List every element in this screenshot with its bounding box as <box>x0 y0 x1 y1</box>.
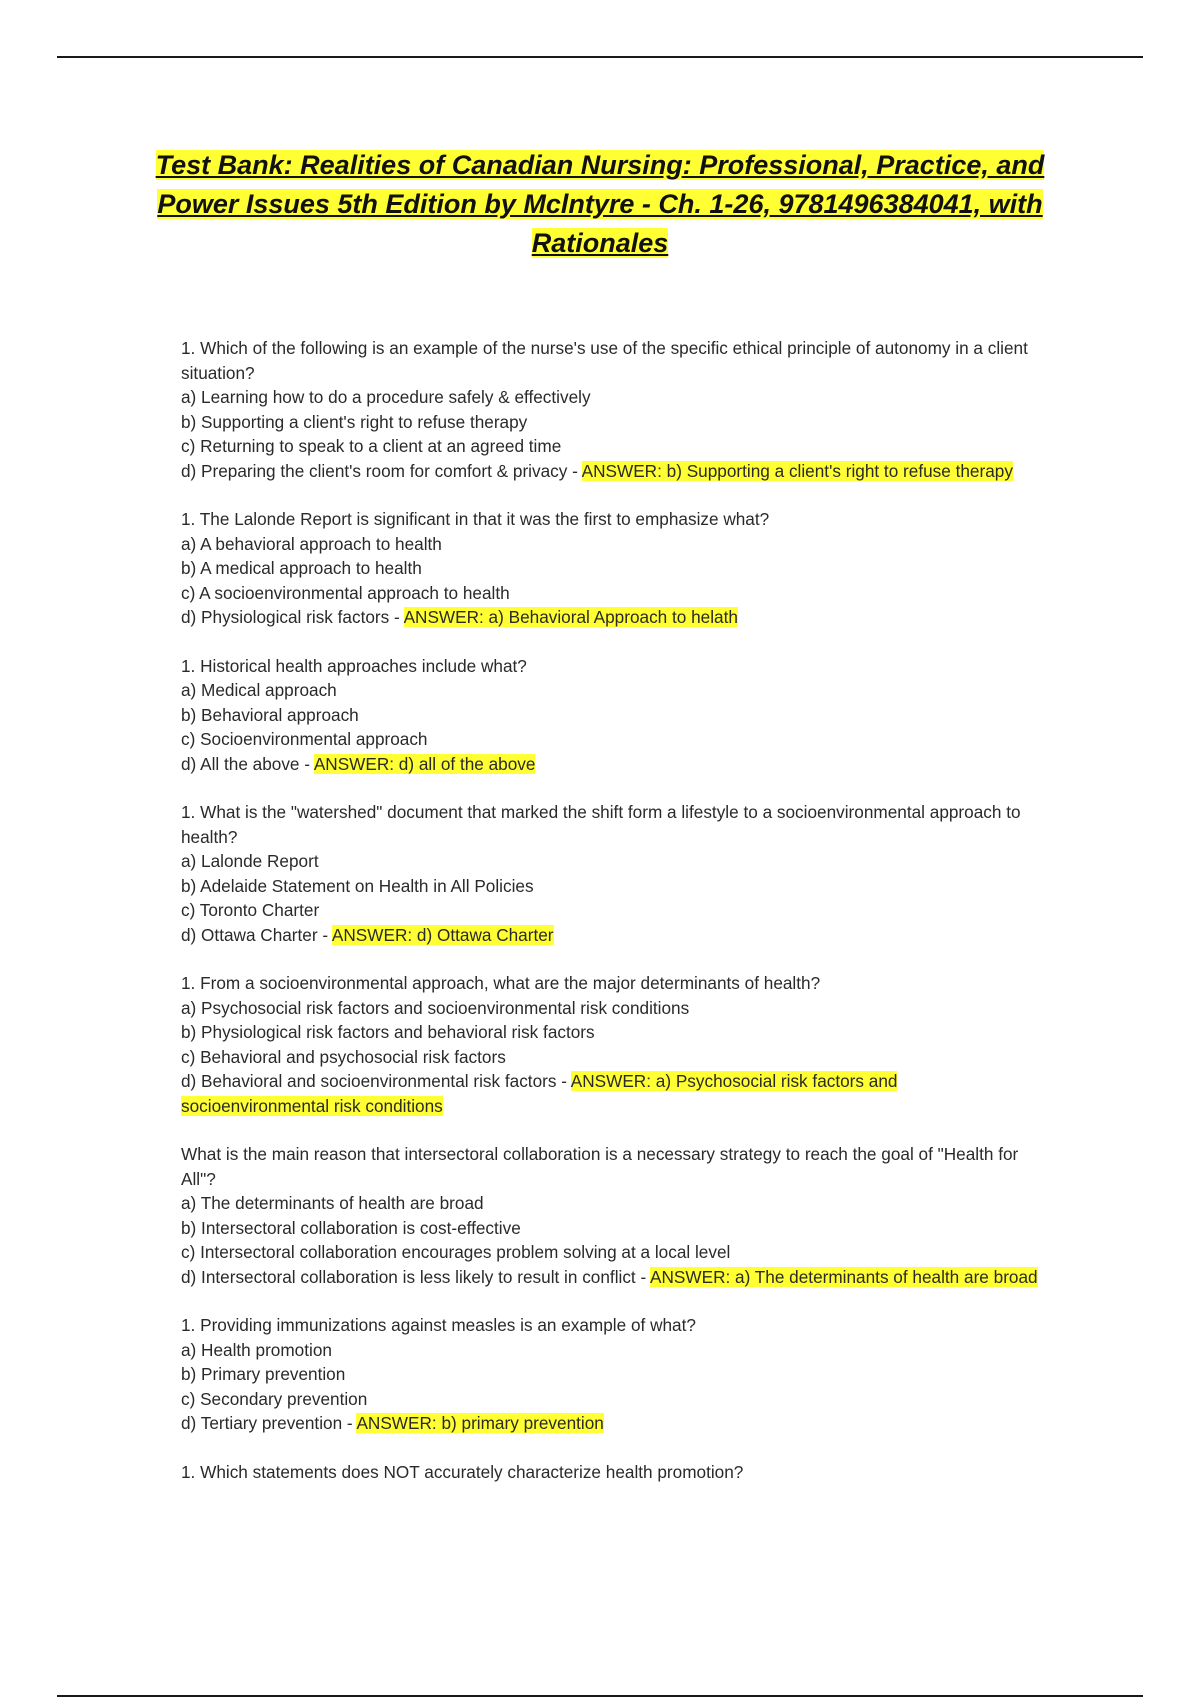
document-title <box>150 146 1050 263</box>
question-stem: 1. Historical health approaches include what? <box>181 655 527 676</box>
option-d: d) All the above <box>181 753 300 774</box>
option-a: a) The determinants of health are broad <box>181 1193 484 1213</box>
option-d-with-answer <box>181 1265 1041 1290</box>
option-d-with-answer <box>181 459 1041 484</box>
answer-separator: - <box>299 753 314 774</box>
question-stem: 1. Which of the following is an example of the nurse's use of the specific ethical principle of autonomy in a client situation? <box>181 338 1028 383</box>
option-a: a) Learning how to do a procedure safely & effectively <box>181 387 591 407</box>
answer-highlight: ANSWER: d) Ottawa Charter <box>331 924 554 945</box>
option-d: d) Physiological risk factors <box>181 607 390 627</box>
option-d-with-answer <box>181 1411 1041 1436</box>
answer-separator: - <box>635 1266 651 1287</box>
question-block <box>181 654 1041 777</box>
bottom-rule <box>57 1695 1143 1697</box>
question-stem: 1. The Lalonde Report is significant in that it was the first to emphasize what? <box>181 509 770 529</box>
option-d-with-answer <box>181 752 1041 777</box>
question-block <box>181 507 1041 630</box>
question-stem: What is the main reason that intersectoral collaboration is a necessary strategy to reach the goal of "Health for All"? <box>181 1144 1019 1189</box>
question-block <box>181 800 1041 947</box>
option-b: b) Supporting a client's right to refuse therapy <box>181 411 528 432</box>
option-b: b) Intersectoral collaboration is cost-effective <box>181 1217 521 1238</box>
option-b: b) Behavioral approach <box>181 704 359 725</box>
option-c: c) Intersectoral collaboration encourages problem solving at a local level <box>181 1242 731 1262</box>
option-b: b) Physiological risk factors and behavioral risk factors <box>181 1022 595 1042</box>
option-c: c) A socioenvironmental approach to health <box>181 582 510 603</box>
option-c: c) Returning to speak to a client at an agreed time <box>181 436 562 456</box>
top-rule <box>57 56 1143 58</box>
option-a: a) Psychosocial risk factors and socioenvironmental risk conditions <box>181 997 690 1018</box>
question-stem: 1. What is the "watershed" document that marked the shift form a lifestyle to a socioenvironmental approach to health? <box>181 802 1021 847</box>
option-b: b) Primary prevention <box>181 1364 346 1384</box>
option-d: d) Preparing the client's room for comfort & privacy <box>181 460 568 481</box>
question-block <box>181 1460 1041 1485</box>
option-a: a) Lalonde Report <box>181 851 319 871</box>
answer-highlight: ANSWER: b) primary prevention <box>356 1413 604 1433</box>
answer-highlight: ANSWER: b) Supporting a client's right to refuse therapy <box>581 460 1013 481</box>
option-d: d) Intersectoral collaboration is less likely to result in conflict <box>181 1266 636 1287</box>
question-block <box>181 1142 1041 1289</box>
option-d-with-answer <box>181 605 1041 630</box>
answer-highlight: ANSWER: a) Psychosocial risk factors and socioenvironmental risk conditions <box>181 1071 898 1116</box>
question-stem: 1. From a socioenvironmental approach, what are the major determinants of health? <box>181 973 821 993</box>
option-d: d) Behavioral and socioenvironmental risk factors <box>181 1071 557 1091</box>
document-title-text: Test Bank: Realities of Canadian Nursing: Professional, Practice, and Power Issues 5th Edition by Mclntyre - Ch. 1-26, 9781496384041, with Rationales <box>155 150 1045 258</box>
question-block <box>181 1313 1041 1436</box>
answer-separator: - <box>317 924 332 945</box>
option-b: b) Adelaide Statement on Health in All Policies <box>181 875 534 896</box>
option-c: c) Secondary prevention <box>181 1388 368 1409</box>
question-stem: 1. Which statements does NOT accurately characterize health promotion? <box>181 1461 744 1482</box>
answer-highlight: ANSWER: d) all of the above <box>313 753 536 774</box>
option-a: a) Health promotion <box>181 1339 332 1360</box>
option-d: d) Tertiary prevention <box>181 1413 343 1433</box>
option-d-with-answer <box>181 923 1041 948</box>
answer-highlight: ANSWER: a) Behavioral Approach to helath <box>403 607 738 627</box>
question-block <box>181 971 1041 1118</box>
question-list <box>181 336 1041 1508</box>
answer-separator: - <box>389 607 404 627</box>
option-a: a) A behavioral approach to health <box>181 533 442 554</box>
question-block <box>181 336 1041 483</box>
answer-separator: - <box>342 1413 357 1433</box>
option-c: c) Socioenvironmental approach <box>181 729 428 749</box>
option-d-with-answer <box>181 1069 1041 1118</box>
question-stem: 1. Providing immunizations against measles is an example of what? <box>181 1315 696 1335</box>
option-c: c) Toronto Charter <box>181 900 320 920</box>
option-a: a) Medical approach <box>181 680 337 700</box>
option-c: c) Behavioral and psychosocial risk factors <box>181 1046 506 1067</box>
answer-separator: - <box>556 1071 571 1091</box>
answer-highlight: ANSWER: a) The determinants of health are broad <box>650 1266 1038 1287</box>
option-d: d) Ottawa Charter <box>181 924 318 945</box>
answer-separator: - <box>567 460 582 481</box>
option-b: b) A medical approach to health <box>181 558 422 578</box>
